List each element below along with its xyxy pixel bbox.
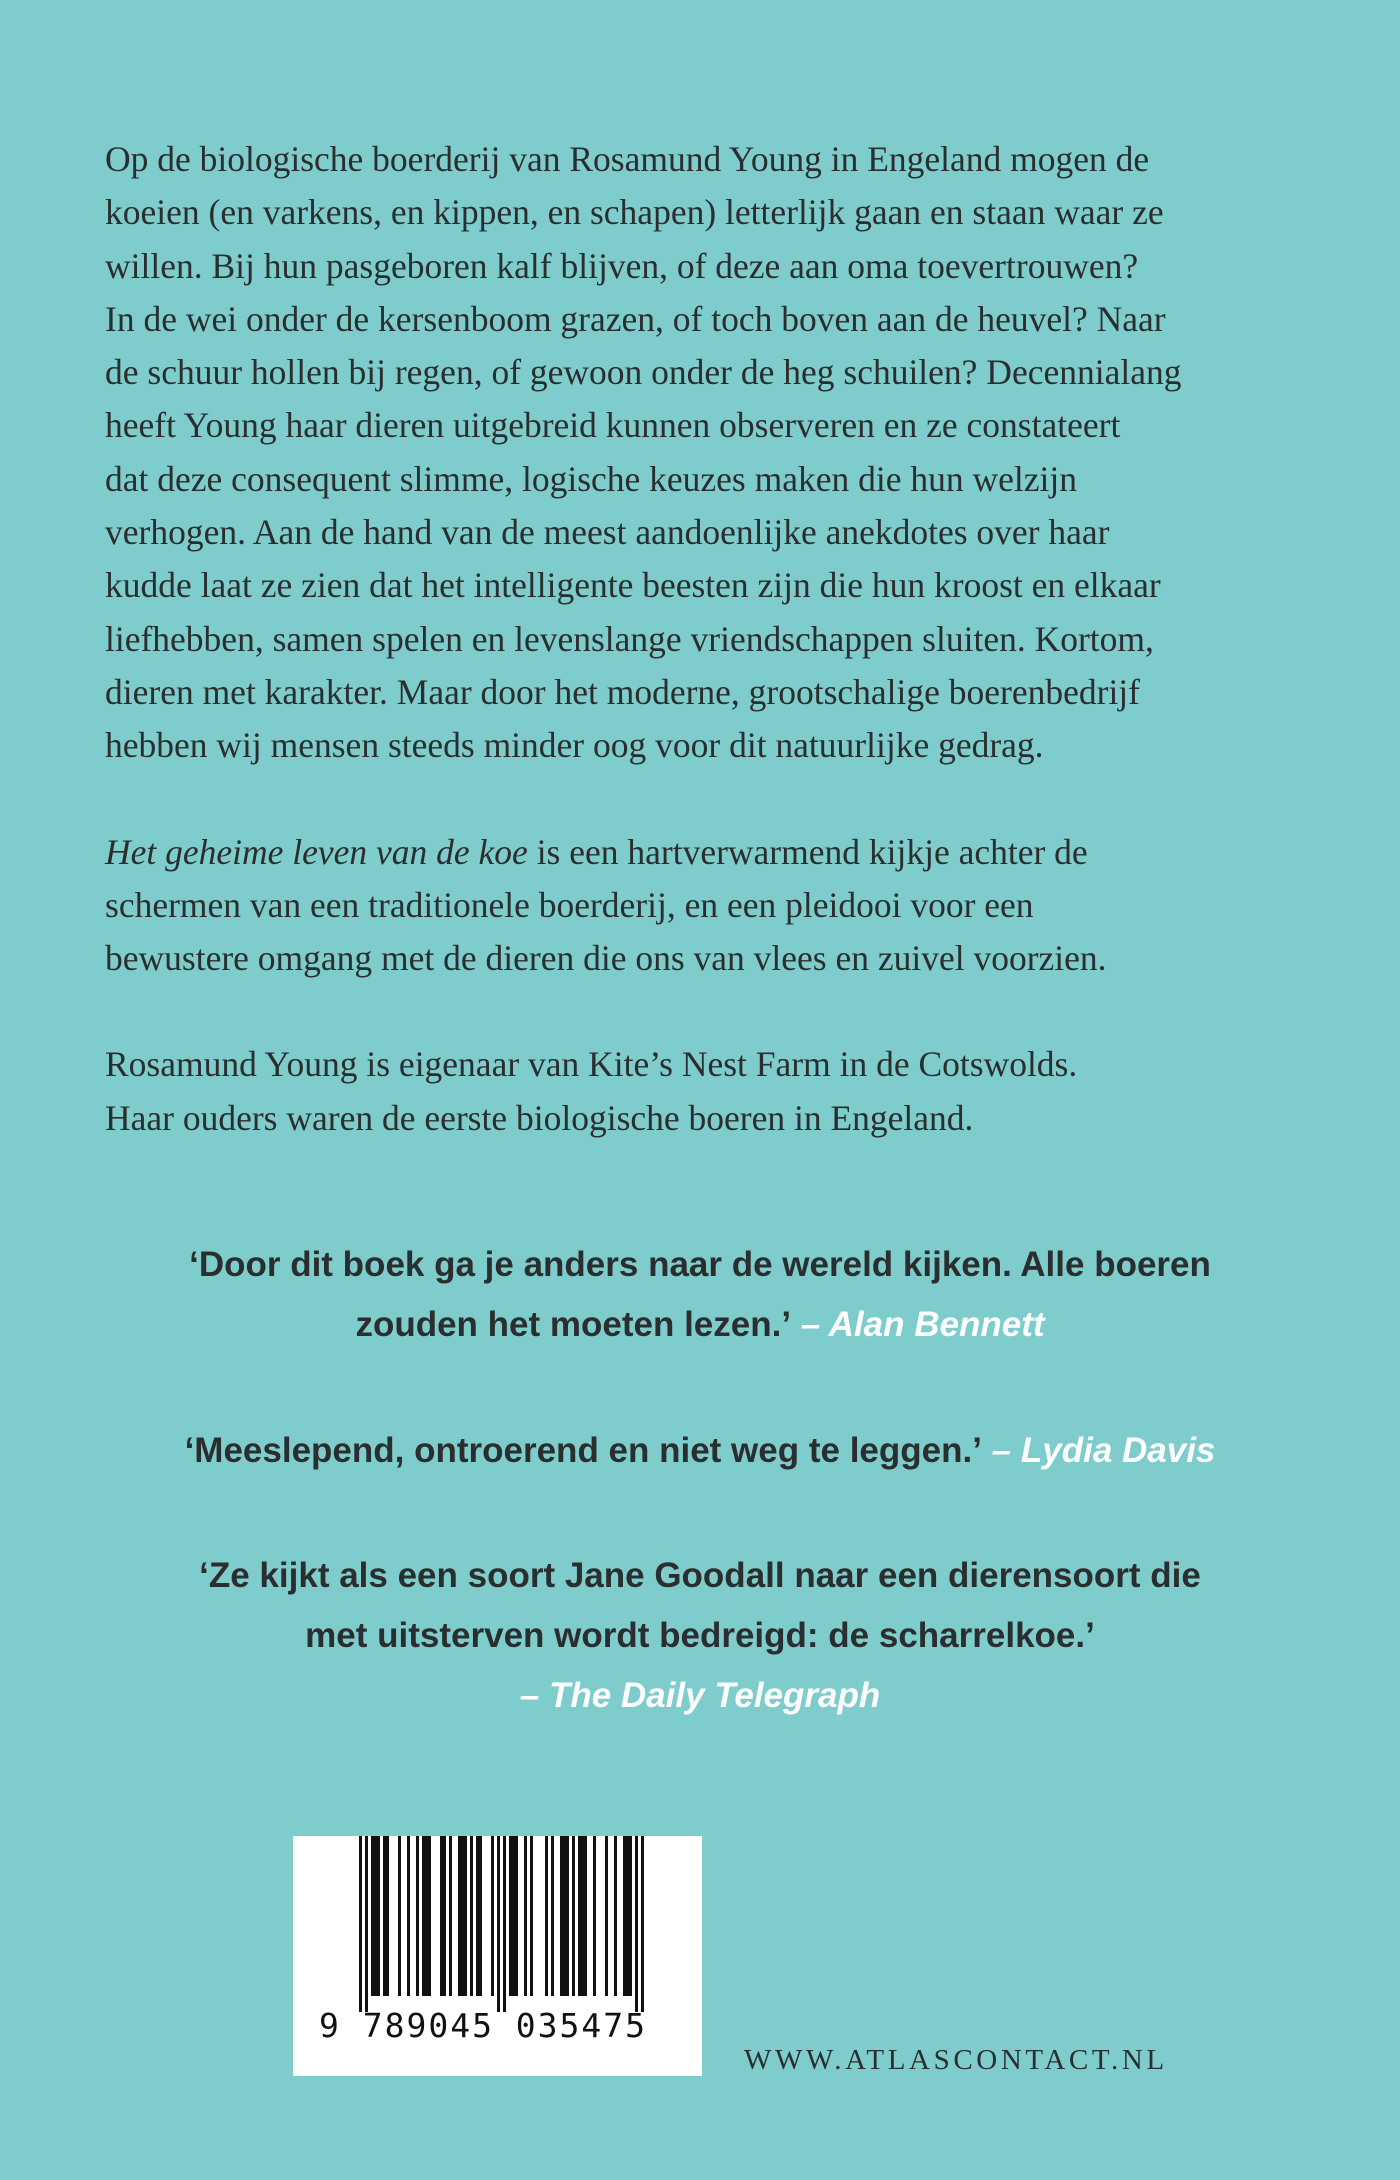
- isbn-number: 9 789045 035475: [319, 2006, 648, 2045]
- barcode-bar: [524, 1836, 527, 1996]
- blurb-line: schermen van een traditionele boerderij, en een pleidooi voor een: [105, 884, 1034, 925]
- blurb-line: Op de biologische boerderij van Rosamund Young in Engeland mogen de: [105, 139, 1150, 179]
- blurb-line: koeien (en varkens, en kippen, en schapen) letterlijk gaan en staan waar ze: [105, 192, 1164, 233]
- barcode-bar: [581, 1836, 584, 1996]
- review-quote-2: [0, 1421, 1400, 1481]
- barcode-bar: [530, 1836, 533, 1996]
- review-quote-3: [0, 1546, 1400, 1726]
- barcode-bar: [479, 1836, 482, 1996]
- quote-author: – Lydia Davis: [981, 1431, 1216, 1470]
- barcode-bar: [440, 1836, 443, 1996]
- blurb-paragraph-1: [105, 133, 1305, 773]
- barcode-bar: [566, 1836, 569, 1996]
- bio-line: Rosamund Young is eigenaar van Kite’s Nest Farm in de Cotswolds.: [105, 1044, 1078, 1085]
- blurb-paragraph-2: [105, 826, 1305, 986]
- blurb-line: verhogen. Aan de hand van de meest aandoenlijke anekdotes over haar: [105, 512, 1110, 553]
- blurb-line: In de wei onder de kersenboom grazen, of toch boven aan de heuvel? Naar: [105, 298, 1166, 339]
- blurb-line: dieren met karakter. Maar door het moderne, grootschalige boerenbedrijf: [105, 671, 1140, 712]
- barcode-bar: [443, 1836, 446, 1996]
- barcode-bar: [512, 1836, 515, 1996]
- back-cover-blurb: [105, 133, 1305, 1198]
- isbn-barcode: [293, 1836, 702, 2076]
- barcode-bar: [623, 1836, 626, 1996]
- barcode-bar: [605, 1836, 608, 1996]
- barcode-bar: [374, 1836, 377, 1996]
- barcode-bar: [629, 1836, 632, 1996]
- quote-line: ‘Ze kijkt als een soort Jane Goodall naar een dierensoort die: [199, 1556, 1201, 1595]
- quote-author: – The Daily Telegraph: [519, 1676, 881, 1715]
- barcode-guard-bar: [503, 1836, 506, 2012]
- barcode-bars: [319, 1836, 679, 2012]
- barcode-bar: [584, 1836, 587, 1996]
- barcode-guard-bar: [635, 1836, 638, 2012]
- barcode-bar: [416, 1836, 419, 1996]
- barcode-guard-bar: [365, 1836, 368, 2012]
- barcode-bar: [425, 1836, 428, 1996]
- review-quote-1: [0, 1235, 1400, 1355]
- barcode-bar: [593, 1836, 596, 1996]
- barcode-bar: [491, 1836, 494, 1996]
- barcode-bar: [386, 1836, 389, 1996]
- blurb-line: kudde laat ze zien dat het intelligente beesten zijn die hun kroost en elkaar: [105, 565, 1161, 606]
- barcode-bar: [509, 1836, 512, 1996]
- barcode-bar: [614, 1836, 617, 1996]
- blurb-line: de schuur hollen bij regen, of gewoon onder de heg schuilen? Decennialang: [105, 352, 1182, 393]
- barcode-bar: [551, 1836, 554, 1996]
- blurb-line: willen. Bij hun pasgeboren kalf blijven, of deze aan oma toevertrouwen?: [105, 245, 1139, 286]
- blurb-line: dat deze consequent slimme, logische keuzes maken die hun welzijn: [105, 458, 1077, 499]
- blurb-line: [105, 826, 1305, 879]
- barcode-guard-bar: [497, 1836, 500, 2012]
- barcode-bar: [377, 1836, 380, 1996]
- barcode-bar: [572, 1836, 575, 1996]
- barcode-bar: [470, 1836, 473, 1996]
- blurb-text: is een hartverwarmend kijkje achter de: [527, 831, 1088, 872]
- barcode-bar: [458, 1836, 461, 1996]
- barcode-bar: [560, 1836, 563, 1996]
- blurb-line: hebben wij mensen steeds minder oog voor dit natuurlijke gedrag.: [105, 725, 1044, 766]
- barcode-bar: [578, 1836, 581, 1996]
- author-bio: [105, 1038, 1305, 1145]
- book-title: Het geheime leven van de koe: [105, 831, 528, 872]
- barcode-bar: [545, 1836, 548, 1996]
- blurb-line: liefhebben, samen spelen en levenslange vriendschappen sluiten. Kortom,: [105, 618, 1154, 659]
- barcode-bar: [515, 1836, 518, 1996]
- barcode-bar: [383, 1836, 386, 1996]
- blurb-line: heeft Young haar dieren uitgebreid kunnen observeren en ze constateert: [105, 405, 1121, 446]
- quote-text: zouden het moeten lezen.’: [355, 1305, 792, 1344]
- barcode-bar: [422, 1836, 425, 1996]
- barcode-bar: [398, 1836, 401, 1996]
- quote-line: ‘Door dit boek ga je anders naar de wereld kijken. Alle boeren: [189, 1245, 1211, 1284]
- barcode-bar: [626, 1836, 629, 1996]
- barcode-guard-bar: [359, 1836, 362, 2012]
- barcode-bar: [464, 1836, 467, 1996]
- barcode-bar: [563, 1836, 566, 1996]
- barcode-bar: [476, 1836, 479, 1996]
- barcode-bar: [407, 1836, 410, 1996]
- barcode-bar: [449, 1836, 452, 1996]
- quote-line: met uitsterven wordt bedreigd: de scharrelkoe.’: [305, 1616, 1095, 1655]
- quote-text: ‘Meeslepend, ontroerend en niet weg te leggen.’: [184, 1431, 982, 1470]
- blurb-line: bewustere omgang met de dieren die ons van vlees en zuivel voorzien.: [105, 938, 1107, 979]
- quote-line: [0, 1295, 1400, 1355]
- bio-line: Haar ouders waren de eerste biologische boeren in Engeland.: [105, 1097, 974, 1138]
- quote-author: – Alan Bennett: [791, 1305, 1045, 1344]
- barcode-bar: [428, 1836, 431, 1996]
- barcode-guard-bar: [641, 1836, 644, 2012]
- barcode-bar: [371, 1836, 374, 1996]
- quote-line: [0, 1421, 1400, 1481]
- publisher-website: WWW.ATLASCONTACT.NL: [744, 2044, 1168, 2076]
- barcode-bar: [461, 1836, 464, 1996]
